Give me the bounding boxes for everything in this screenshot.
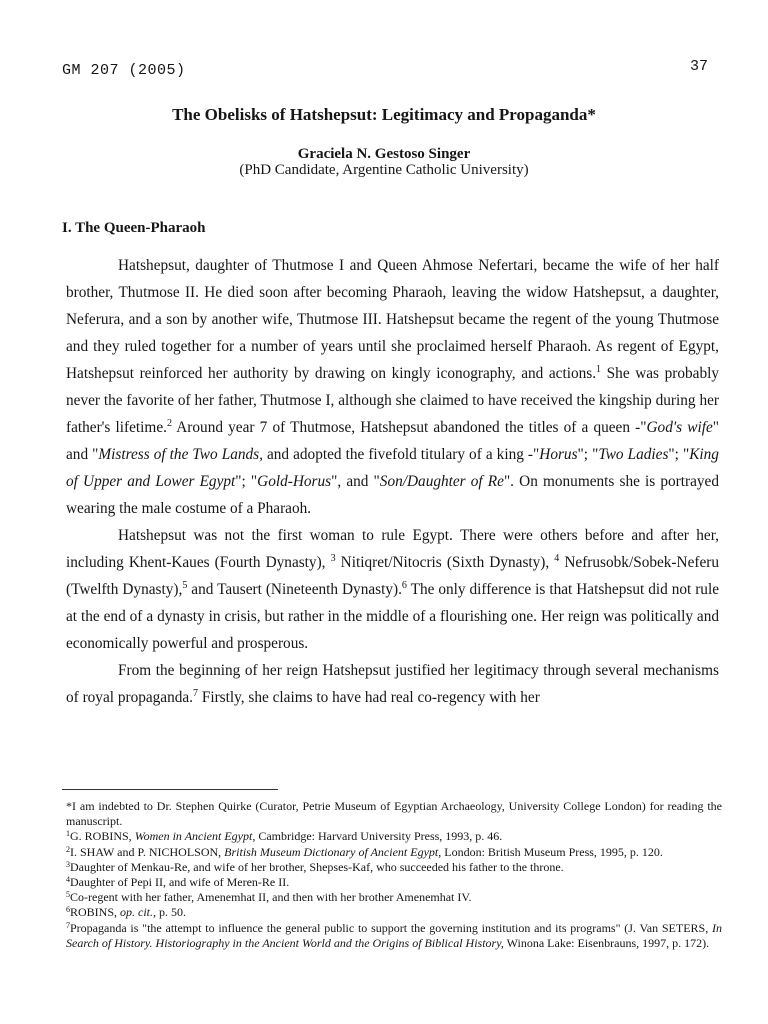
footnote: $^4$Daughter of Pepi II, and wife of Meren-Re II. (66, 875, 290, 890)
footnote: $^3$Daughter of Menkau-Re, and wife of her brother, Shepses-Kaf, who succeeded his father to the throne. (66, 859, 564, 874)
footnote: *I am indebted to Dr. Stephen Quirke (Curator, Petrie Museum of Egyptian Archaeology, University College London) for reading the manuscript. (66, 799, 722, 829)
footnote-divider (62, 789, 278, 790)
footnote-ref[interactable]: 1 (596, 364, 602, 375)
footnote-ref[interactable]: 5 (182, 580, 188, 591)
footnote-ref[interactable]: 7 (193, 688, 198, 699)
footnote: $^5$Co-regent with her father, Amenemhat II, and then with her brother Amenemhat IV. (66, 890, 472, 905)
section-heading: I. The Queen-Pharaoh (62, 220, 206, 236)
author-affiliation: (PhD Candidate, Argentine Catholic University) (239, 162, 529, 178)
footnote: $^6$ROBINS, op. cit., p. 50. (66, 905, 187, 920)
body-paragraph: Hatshepsut was not the first woman to rule Egypt. There were others before and after her, including Khent-Kaues (Fourth Dynasty), $^3$ Nitiqret/Nitocris (Sixth Dynasty), $^4$ Nefrusobk/Sobek-Neferu (Twelfth Dynasty),$^5$ and Tausert (Nineteenth Dynasty).$^6$ The only difference is that Hatshepsut did not rule at the end of a dynasty in crisis, but rather in the middle of a flourishing one. Her reign was politically and economically powerful and prosperous. (66, 527, 719, 652)
footnote: $^7$Propaganda is "the attempt to influence the general public to support the governing institution and its programs" (J. Van SETERS, In Search of History. Historiography in the Ancient World and the Origins of Biblical History, Winona Lake: Eisenbrauns, 1997, p. 172). (66, 920, 722, 950)
footnote-ref[interactable]: 3 (330, 553, 336, 564)
article-title: The Obelisks of Hatshepsut: Legitimacy and Propaganda* (172, 105, 596, 124)
body-paragraph: Hatshepsut, daughter of Thutmose I and Queen Ahmose Nefertari, became the wife of her half brother, Thutmose II. He died soon after becoming Pharaoh, leaving the widow Hatshepsut, a daughter, Neferura, and a son by another wife, Thutmose III. Hatshepsut became the regent of the young Thutmose and they ruled together for a number of years until she proclaimed herself Pharaoh. As regent of Egypt, Hatshepsut reinforced her authority by drawing on kingly iconography, and actions.$^1$ She was probably never the favorite of her father, Thutmose I, although she claimed to have received the kingship during her father's lifetime.$^2$ Around year 7 of Thutmose, Hatshepsut abandoned the titles of a queen -"God's wife" and "Mistress of the Two Lands, and adopted the fivefold titulary of a king -"Horus"; "Two Ladies"; "King of Upper and Lower Egypt"; "Gold-Horus", and "Son/Daughter of Re". On monuments she is portrayed wearing the male costume of a Pharaoh. (66, 257, 719, 517)
footnote-ref[interactable]: 6 (401, 580, 407, 591)
footnote-ref[interactable]: 4 (554, 553, 560, 564)
journal-reference: GM 207 (2005) (62, 62, 186, 79)
footnote-ref[interactable]: 2 (166, 418, 172, 429)
body-paragraph: From the beginning of her reign Hatshepsut justified her legitimacy through several mechanisms of royal propaganda.$^7$ Firstly, she claims to have had real co-regency with her (66, 662, 719, 706)
article-body (66, 252, 719, 711)
author-name: Graciela N. Gestoso Singer (297, 146, 471, 162)
footnote: $^1$G. ROBINS, Women in Ancient Egypt, Cambridge: Harvard University Press, 1993, p. 46. (66, 829, 503, 844)
footnotes (66, 799, 722, 951)
page-number: 37 (690, 58, 709, 75)
footnote: $^2$I. SHAW and P. NICHOLSON, British Museum Dictionary of Ancient Egypt, London: British Museum Press, 1995, p. 120. (66, 844, 663, 859)
